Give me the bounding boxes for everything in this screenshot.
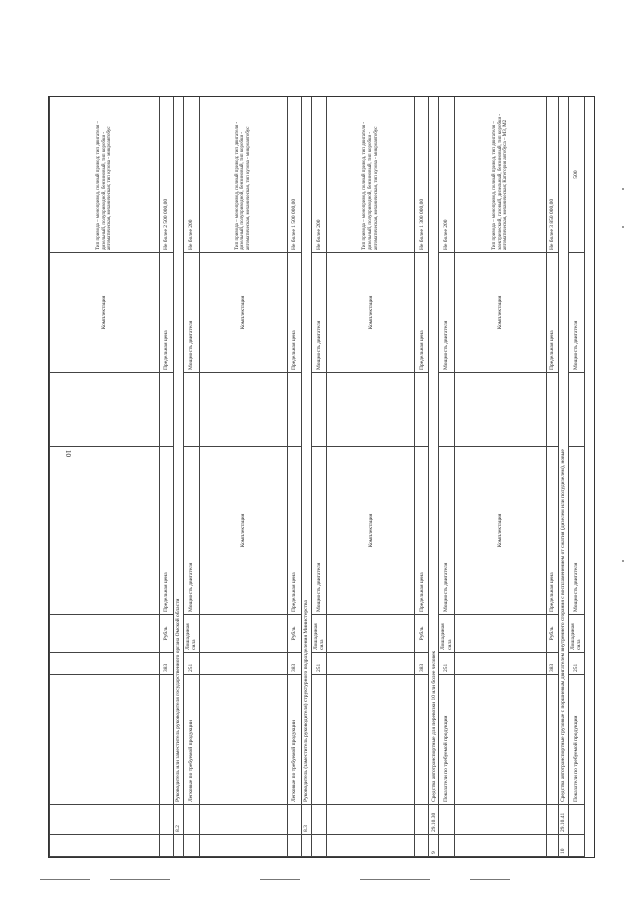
scan-speck [622, 188, 624, 190]
cell-val2: Не более 1 300 000,00 [415, 97, 429, 253]
cell-section-code: 29.10.30 [429, 805, 439, 835]
cell-char2: Предельная цена [160, 253, 174, 373]
scan-artifact-line [40, 879, 90, 880]
cell-char1: Мощность двигателя [311, 447, 327, 615]
section-header-row [429, 97, 439, 857]
cell-section-no: 9 [429, 835, 439, 857]
table-row [184, 97, 200, 857]
table-row [50, 97, 160, 857]
cell-char2: Комплектация [50, 253, 160, 373]
cell-section-code: 29.10.41 [558, 805, 568, 835]
cell-section-title: Руководитель (заместитель руководителя) структурного подразделения Министерства [301, 97, 311, 805]
scan-artifact-line [470, 879, 510, 880]
cell-char2: Комплектация [199, 253, 287, 373]
cell-unit: Рубль [160, 615, 174, 653]
table-row [454, 97, 546, 857]
cell-char1: Комплектация [327, 447, 415, 615]
cell-section-no: 10 [558, 835, 568, 857]
cell-unit: Лошадиная сила [184, 615, 200, 653]
table-row [327, 97, 415, 857]
cell-val2: Не более 2 500 000,00 [160, 97, 174, 253]
table-row [415, 97, 429, 857]
cell-val2: Не более 3 850 000,00 [546, 97, 558, 253]
cell-unit: Рубль [415, 615, 429, 653]
section-header-row [174, 97, 184, 857]
cell-okei: 383 [160, 653, 174, 675]
cell-val2: Не более 200 [439, 97, 455, 253]
cell-unit: Рубль [287, 615, 301, 653]
scan-artifact-line [110, 879, 170, 880]
cell-char2: Комплектация [454, 253, 546, 373]
cell-okei: 251 [184, 653, 200, 675]
scan-artifact-line [260, 879, 300, 880]
cell-char1: Комплектация [454, 447, 546, 615]
cell-char1: Предельная цена [415, 447, 429, 615]
cell-char2: Комплектация [327, 253, 415, 373]
cell-val2: Тип привода – монопривод, полный привод, тип двигателя - дизельный, полуприводной, бензиновый, тип коробки - автоматическая, механическая, тип кузова - микроавтобус [327, 97, 415, 253]
section-header-row [558, 97, 568, 857]
cell-name: Легковые по требуемой продукции [184, 675, 200, 805]
table-row [287, 97, 301, 857]
cell-val2: Тип привода – монопривод, полный привод, тип двигателя – электрический, газовый, дизельный, бензиновый, тип коробки - автоматическая, механическая; Категория автобуса – М3, М2 [454, 97, 546, 253]
cell-unit: Лошадиная сила [311, 615, 327, 653]
rotated-table-container [49, 97, 594, 857]
cell-char1: Предельная цена [546, 447, 558, 615]
cell-char1: Мощность двигателя [184, 447, 200, 615]
cell-okei: 383 [287, 653, 301, 675]
cell-unit: Лошадиная сила [439, 615, 455, 653]
cell-unit: Лошадиная сила [568, 615, 584, 653]
cell-char1: Комплектация [199, 447, 287, 615]
cell-name: Показатели по требуемой продукции [568, 675, 584, 805]
cell-okei: 383 [415, 653, 429, 675]
table-row [568, 97, 584, 857]
cell-unit: Рубль [546, 615, 558, 653]
table-row [160, 97, 174, 857]
cell-name: Показатели по требуемой продукции [439, 675, 455, 805]
cell-char2: Предельная цена [415, 253, 429, 373]
cell-char1: Мощность двигателя [568, 447, 584, 615]
specification-table [49, 96, 585, 857]
cell-val2: Тип привода – монопривод, полный привод; тип двигателя – дизельный, полуприводной, бензиновый, тип коробки - автоматическая, механическая; тип кузова - микроавтобус [50, 97, 160, 253]
cell-section-title: Средства автотранспортные для перевозки 10 или более человек [429, 97, 439, 805]
cell-section-no: 8.2 [174, 805, 184, 835]
cell-char1: Предельная цена [160, 447, 174, 615]
cell-okei: 251 [311, 653, 327, 675]
document-table-frame [48, 96, 595, 858]
table-row [546, 97, 558, 857]
cell-okei: 251 [439, 653, 455, 675]
cell-char2: Мощность двигателя [568, 253, 584, 373]
cell-okei: 383 [546, 653, 558, 675]
cell-section-no: 8.3 [301, 805, 311, 835]
page-number: 10 [64, 450, 72, 457]
scan-bottom-edge [0, 873, 640, 887]
table-row [439, 97, 455, 857]
cell-val2: Не более 200 [184, 97, 200, 253]
cell-char2: Мощность двигателя [184, 253, 200, 373]
table-row [199, 97, 287, 857]
scan-artifact-line [360, 879, 430, 880]
cell-val2: Не более 1 500 000,00 [287, 97, 301, 253]
table-row [311, 97, 327, 857]
cell-val2: Не более 200 [311, 97, 327, 253]
section-header-row [301, 97, 311, 857]
cell-val2: 500 [568, 97, 584, 253]
scan-speck [622, 560, 624, 562]
cell-okei: 251 [568, 653, 584, 675]
cell-char1: Мощность двигателя [439, 447, 455, 615]
cell-char2: Предельная цена [287, 253, 301, 373]
cell-char1: Предельная цена [287, 447, 301, 615]
scan-speck [622, 226, 624, 228]
cell-name: Легковые по требуемой продукции [287, 675, 301, 805]
cell-section-title: Руководитель или заместитель руководителя государственного органа Омской области [174, 97, 184, 805]
cell-char2: Мощность двигателя [311, 253, 327, 373]
cell-val2: Тип привода – монопривод, полный привод; тип двигателя - дизельный, полуприводной, бензиновый, тип коробки - автоматическая, механическая, тип кузова - микроавтобус [199, 97, 287, 253]
cell-section-title: Средства автотранспортные грузовые с поршневым двигателем внутреннего сгорания с воспламенением от сжатия (дизелем или полудизелем), новые [558, 97, 568, 805]
cell-char2: Мощность двигателя [439, 253, 455, 373]
cell-char2: Предельная цена [546, 253, 558, 373]
